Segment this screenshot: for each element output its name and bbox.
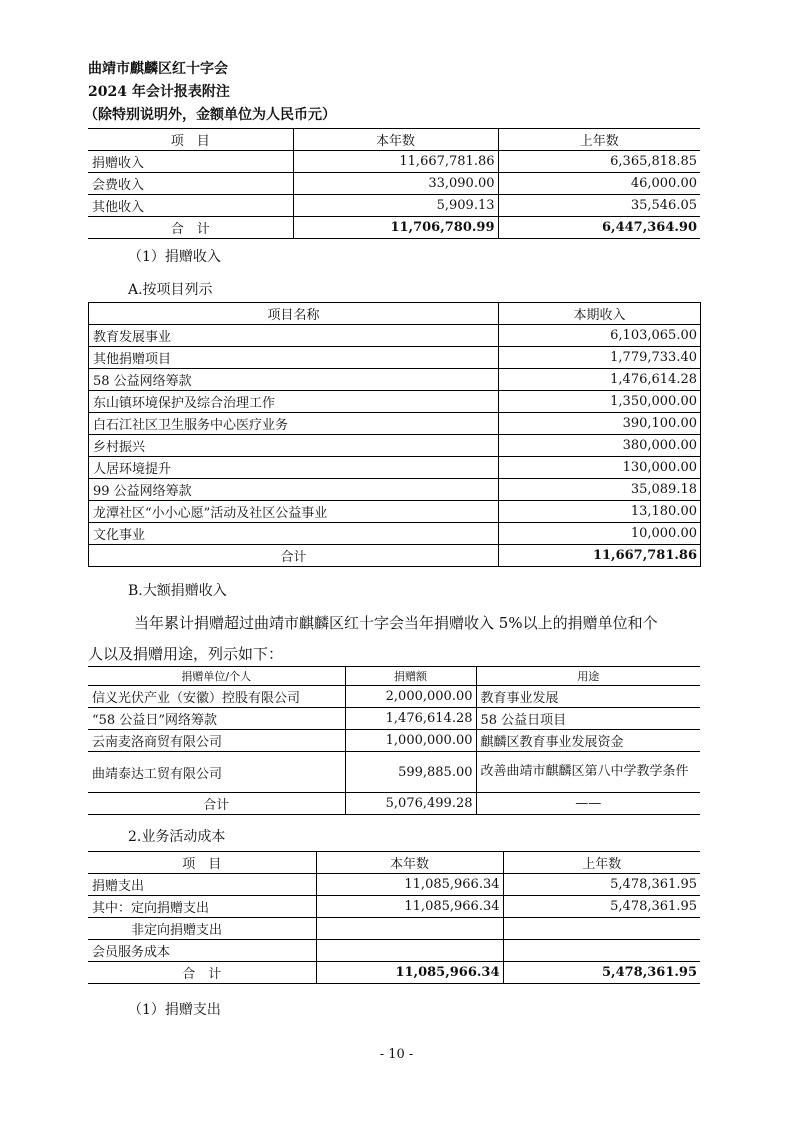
cell: 10,000.00 bbox=[499, 523, 701, 545]
cell: 其中：定向捐赠支出 bbox=[88, 896, 316, 918]
table-header-row bbox=[88, 667, 700, 686]
cell: 1,000,000.00 bbox=[345, 730, 476, 752]
cell: 11,085,966.34 bbox=[316, 874, 503, 896]
cell: 云南麦洛商贸有限公司 bbox=[88, 730, 345, 752]
unit-note: （除特别说明外，金额单位为人民币元） bbox=[84, 107, 336, 123]
col-header: 项 目 bbox=[170, 134, 210, 149]
cell: 5,478,361.95 bbox=[503, 874, 700, 896]
cell: 合计 bbox=[89, 545, 499, 567]
cell: 会费收入 bbox=[88, 173, 293, 195]
cell: 5,076,499.28 bbox=[345, 793, 476, 815]
table-header-row bbox=[89, 303, 701, 325]
col-header: 捐赠单位/个人 bbox=[88, 667, 345, 686]
cell: 1,779,733.40 bbox=[499, 347, 701, 369]
cell bbox=[503, 918, 700, 940]
cell: 11,667,781.86 bbox=[293, 151, 498, 173]
cell: —— bbox=[476, 793, 700, 815]
cell: 130,000.00 bbox=[499, 457, 701, 479]
cell: 合 计 bbox=[88, 217, 293, 239]
cell: 1,476,614.28 bbox=[345, 708, 476, 730]
cell: 麒麟区教育事业发展资金 bbox=[476, 730, 700, 752]
cell: 35,089.18 bbox=[499, 479, 701, 501]
report-title: 2024 年会计报表附注 bbox=[88, 84, 230, 100]
cell bbox=[316, 918, 503, 940]
cell: 6,365,818.85 bbox=[498, 151, 700, 173]
col-header: 本年数 bbox=[316, 852, 503, 874]
table-row bbox=[88, 173, 700, 195]
cell: 58 公益日项目 bbox=[476, 708, 700, 730]
table-row bbox=[88, 896, 700, 918]
cell: 11,706,780.99 bbox=[293, 217, 498, 239]
cost-table bbox=[88, 851, 700, 984]
section-heading: （1）捐赠支出 bbox=[128, 1002, 221, 1018]
col-header: 上年数 bbox=[503, 852, 700, 874]
cell: 599,885.00 bbox=[345, 752, 476, 793]
cell: 13,180.00 bbox=[499, 501, 701, 523]
project-table bbox=[88, 302, 701, 567]
section-heading: B.大额捐赠收入 bbox=[128, 583, 227, 599]
table-row bbox=[88, 195, 700, 217]
cell: 1,476,614.28 bbox=[499, 369, 701, 391]
section-heading: A.按项目列示 bbox=[128, 282, 213, 298]
col-header: 项 目 bbox=[88, 852, 316, 874]
cell bbox=[503, 940, 700, 962]
org-name: 曲靖市麒麟区红十字会 bbox=[88, 61, 228, 77]
table-row bbox=[88, 686, 700, 708]
table-total-row bbox=[88, 962, 700, 984]
col-header: 本年数 bbox=[293, 129, 498, 151]
cell: 教育发展事业 bbox=[89, 325, 499, 347]
cell: 文化事业 bbox=[89, 523, 499, 545]
col-header: 用途 bbox=[476, 667, 700, 686]
table-row bbox=[88, 708, 700, 730]
table-row bbox=[89, 413, 701, 435]
cell: 改善曲靖市麒麟区第八中学教学条件 bbox=[476, 752, 700, 793]
cell: 东山镇环境保护及综合治理工作 bbox=[89, 391, 499, 413]
section-heading: 2.业务活动成本 bbox=[128, 829, 226, 845]
table-row bbox=[88, 940, 700, 962]
cell: 11,667,781.86 bbox=[499, 545, 701, 567]
section-heading: （1）捐赠收入 bbox=[128, 249, 221, 265]
table-row bbox=[88, 151, 700, 173]
page-number: - 10 - bbox=[379, 1047, 414, 1062]
cell: 捐赠支出 bbox=[88, 874, 316, 896]
table-row bbox=[89, 479, 701, 501]
cell: 6,103,065.00 bbox=[499, 325, 701, 347]
table-total-row bbox=[88, 793, 700, 815]
cell: 捐赠收入 bbox=[88, 151, 293, 173]
cell: 380,000.00 bbox=[499, 435, 701, 457]
cell: 1,350,000.00 bbox=[499, 391, 701, 413]
table-total-row bbox=[89, 545, 701, 567]
cell: 33,090.00 bbox=[293, 173, 498, 195]
table-row bbox=[89, 391, 701, 413]
income-table bbox=[88, 128, 700, 239]
table-header-row bbox=[88, 129, 700, 151]
cell: 其他捐赠项目 bbox=[89, 347, 499, 369]
cell: 信义光伏产业（安徽）控股有限公司 bbox=[88, 686, 345, 708]
col-header: 捐赠额 bbox=[345, 667, 476, 686]
cell: 5,478,361.95 bbox=[503, 962, 700, 984]
cell: 11,085,966.34 bbox=[316, 896, 503, 918]
table-row bbox=[89, 457, 701, 479]
table-row bbox=[89, 369, 701, 391]
table-row bbox=[88, 752, 700, 793]
cell: 乡村振兴 bbox=[89, 435, 499, 457]
cell: 35,546.05 bbox=[498, 195, 700, 217]
cell: 曲靖泰达工贸有限公司 bbox=[88, 752, 345, 793]
cell: 非定向捐赠支出 bbox=[88, 918, 316, 940]
table-row bbox=[89, 501, 701, 523]
cell: “58 公益日”网络筹款 bbox=[88, 708, 345, 730]
cell: 人居环境提升 bbox=[89, 457, 499, 479]
cell: 合计 bbox=[88, 793, 345, 815]
table-row bbox=[89, 523, 701, 545]
cell: 5,478,361.95 bbox=[503, 896, 700, 918]
cell: 46,000.00 bbox=[498, 173, 700, 195]
cell bbox=[316, 940, 503, 962]
table-header-row bbox=[88, 852, 700, 874]
cell: 2,000,000.00 bbox=[345, 686, 476, 708]
table-total-row bbox=[88, 217, 700, 239]
table-row bbox=[89, 325, 701, 347]
col-header: 上年数 bbox=[498, 129, 700, 151]
table-row bbox=[88, 730, 700, 752]
col-header: 本期收入 bbox=[499, 303, 701, 325]
cell: 6,447,364.90 bbox=[498, 217, 700, 239]
table-row bbox=[88, 918, 700, 940]
cell: 龙潭社区“小小心愿”活动及社区公益事业 bbox=[89, 501, 499, 523]
paragraph-line: 人以及捐赠用途，列示如下： bbox=[88, 645, 284, 663]
table-row bbox=[88, 874, 700, 896]
cell: 会员服务成本 bbox=[88, 940, 316, 962]
cell: 合 计 bbox=[88, 962, 316, 984]
cell: 白石江社区卫生服务中心医疗业务 bbox=[89, 413, 499, 435]
cell: 其他收入 bbox=[88, 195, 293, 217]
cell: 58 公益网络筹款 bbox=[89, 369, 499, 391]
table-row bbox=[89, 435, 701, 457]
col-header: 项目名称 bbox=[89, 303, 499, 325]
large-donation-table bbox=[88, 666, 700, 815]
cell: 5,909.13 bbox=[293, 195, 498, 217]
paragraph-line: 当年累计捐赠超过曲靖市麒麟区红十字会当年捐赠收入 5%以上的捐赠单位和个 bbox=[134, 614, 658, 632]
cell: 390,100.00 bbox=[499, 413, 701, 435]
cell: 99 公益网络筹款 bbox=[89, 479, 499, 501]
cell: 11,085,966.34 bbox=[316, 962, 503, 984]
table-row bbox=[89, 347, 701, 369]
cell: 教育事业发展 bbox=[476, 686, 700, 708]
